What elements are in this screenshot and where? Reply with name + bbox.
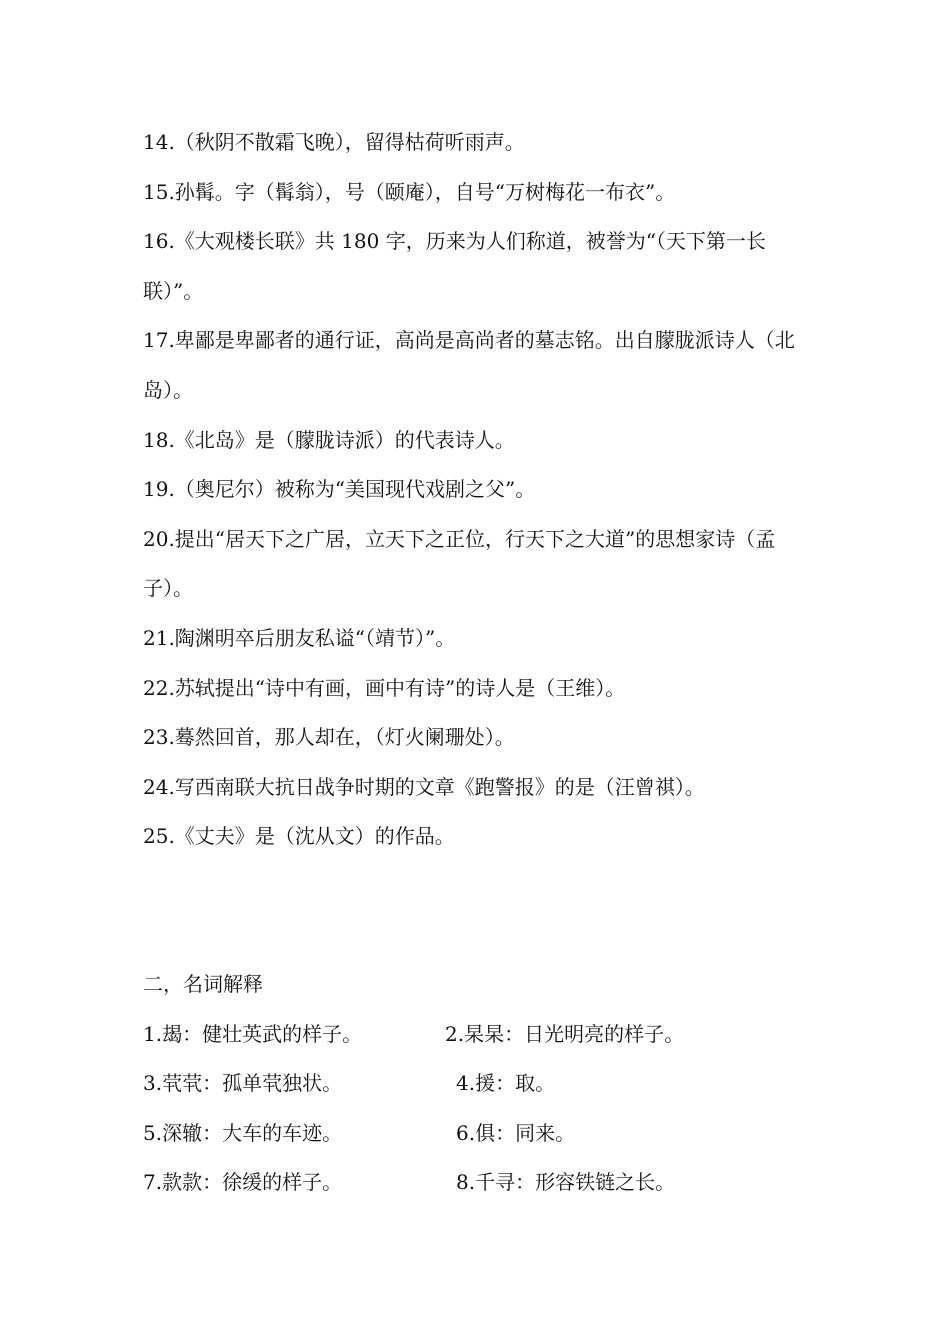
definition-item: 8.千寻：形容铁链之长。 bbox=[456, 1170, 676, 1195]
question-19: 19.（奥尼尔）被称为“美国现代戏剧之父”。 bbox=[143, 477, 536, 502]
definition-item: 4.援：取。 bbox=[456, 1071, 556, 1096]
definition-row bbox=[143, 1109, 813, 1159]
definition-item: 3.茕茕：孤单茕独状。 bbox=[143, 1071, 343, 1096]
definition-item: 7.款款：徐缓的样子。 bbox=[143, 1170, 343, 1195]
definition-row bbox=[143, 1059, 813, 1109]
question-23: 23.蓦然回首，那人却在，（灯火阑珊处）。 bbox=[143, 725, 515, 750]
section-title-term-explanation: 二，名词解释 bbox=[143, 971, 263, 996]
question-15: 15.孙髯。字（髯翁），号（颐庵），自号“万树梅花一布衣”。 bbox=[143, 179, 676, 204]
definition-item: 1.朅：健壮英武的样子。 bbox=[143, 1021, 363, 1046]
question-20: 20.提出“居天下之广居，立天下之正位，行天下之大道”的思想家诗（孟子）。 bbox=[143, 526, 776, 601]
question-18: 18.《北岛》是（朦胧诗派）的代表诗人。 bbox=[143, 427, 515, 452]
definition-item: 5.深辙：大车的车迹。 bbox=[143, 1120, 343, 1145]
section-spacer bbox=[143, 862, 813, 960]
question-22: 22.苏轼提出“诗中有画，画中有诗”的诗人是（王维）。 bbox=[143, 675, 626, 700]
question-25: 25.《丈夫》是（沈从文）的作品。 bbox=[143, 824, 455, 849]
definition-row bbox=[143, 1158, 813, 1208]
definition-row bbox=[143, 1010, 813, 1060]
definition-item: 2.杲杲：日光明亮的样子。 bbox=[445, 1021, 685, 1046]
document-page bbox=[143, 118, 813, 1208]
question-14: 14.（秋阴不散霜飞晚），留得枯荷听雨声。 bbox=[143, 130, 525, 154]
question-21: 21.陶渊明卒后朋友私谥“（靖节）”。 bbox=[143, 625, 456, 650]
definition-item: 6.俱：同来。 bbox=[456, 1120, 576, 1145]
question-17: 17.卑鄙是卑鄙者的通行证，高尚是高尚者的墓志铭。出自朦胧派诗人（北岛）。 bbox=[143, 328, 795, 402]
question-24: 24.写西南联大抗日战争时期的文章《跑警报》的是（汪曾祺）。 bbox=[143, 774, 705, 799]
question-16: 16.《大观楼长联》共 180 字，历来为人们称道，被誉为“（天下第一长联）”。 bbox=[143, 229, 766, 303]
